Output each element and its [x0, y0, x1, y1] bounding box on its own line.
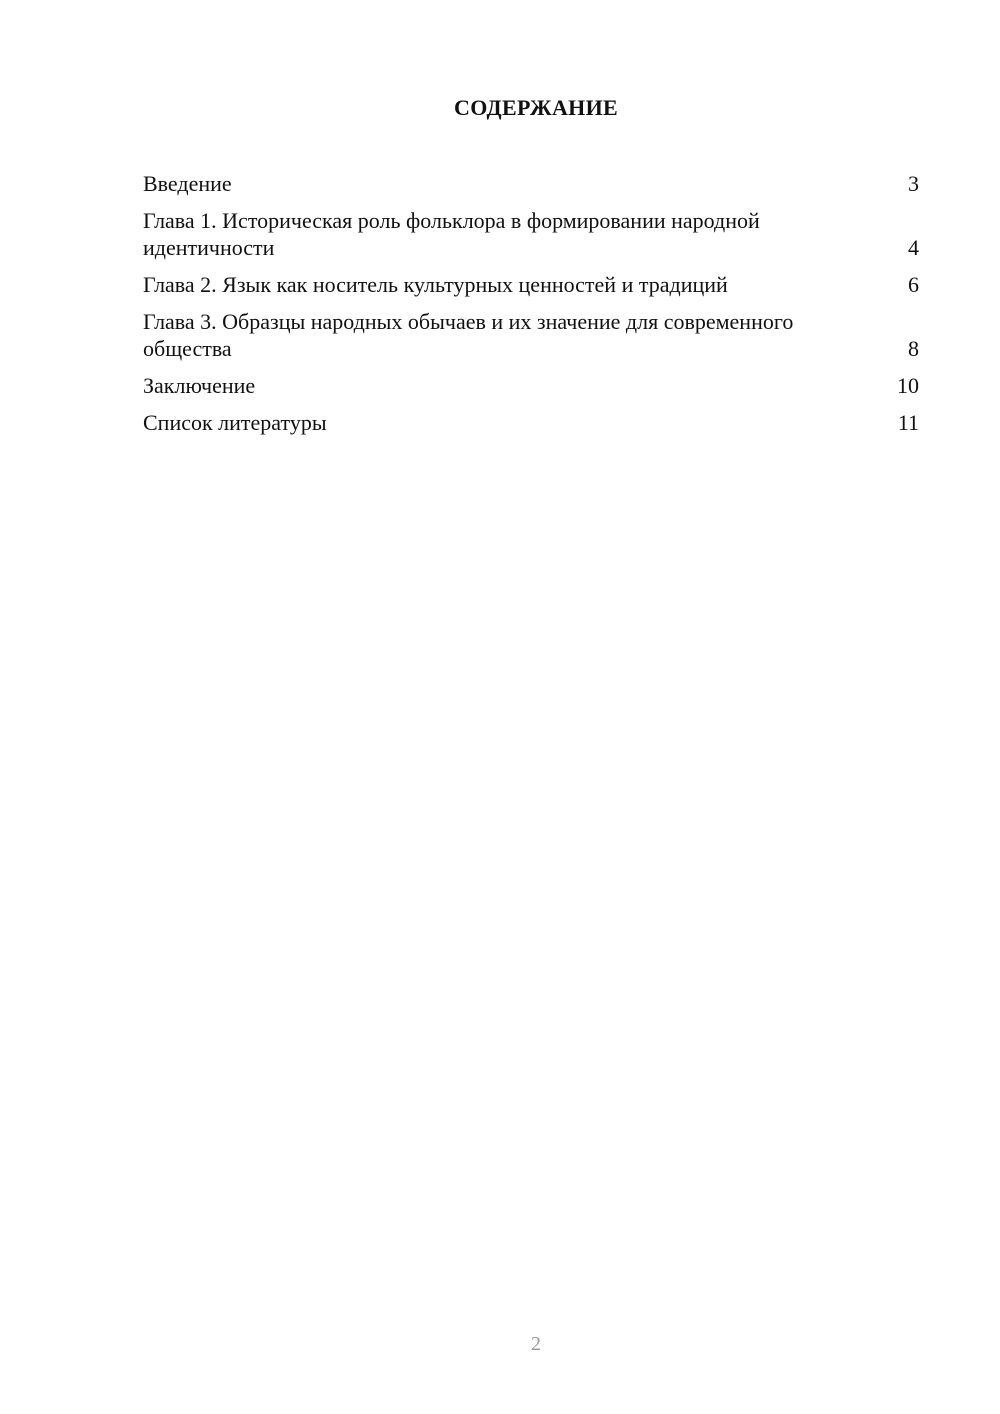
toc-entry-title: Список литературы [143, 410, 327, 435]
toc-entry-page: 8 [908, 336, 919, 361]
toc-entry-conclusion [143, 372, 919, 399]
table-of-contents [143, 170, 919, 446]
page-number: 2 [531, 1333, 541, 1355]
toc-entry-chapter-3 [143, 308, 919, 362]
toc-entry-introduction [143, 170, 919, 197]
toc-entry-bibliography [143, 409, 919, 436]
toc-entry-title: Глава 1. Историческая роль фольклора в формировании народной идентичности [143, 208, 760, 260]
toc-entry-page: 11 [897, 410, 919, 435]
toc-entry-page: 3 [908, 171, 919, 196]
toc-entry-title: Заключение [143, 373, 256, 398]
toc-entry-page: 4 [908, 235, 919, 260]
toc-entry-page: 6 [908, 272, 919, 297]
toc-entry-title: Введение [143, 171, 232, 196]
toc-entry-title: Глава 3. Образцы народных обычаев и их значение для современного общества [143, 309, 794, 361]
toc-entry-title: Глава 2. Язык как носитель культурных ценностей и традиций [143, 272, 728, 297]
toc-entry-chapter-2 [143, 271, 919, 298]
toc-entry-chapter-1 [143, 207, 919, 261]
toc-entry-page: 10 [897, 373, 919, 398]
page-title: СОДЕРЖАНИЕ [454, 95, 618, 120]
